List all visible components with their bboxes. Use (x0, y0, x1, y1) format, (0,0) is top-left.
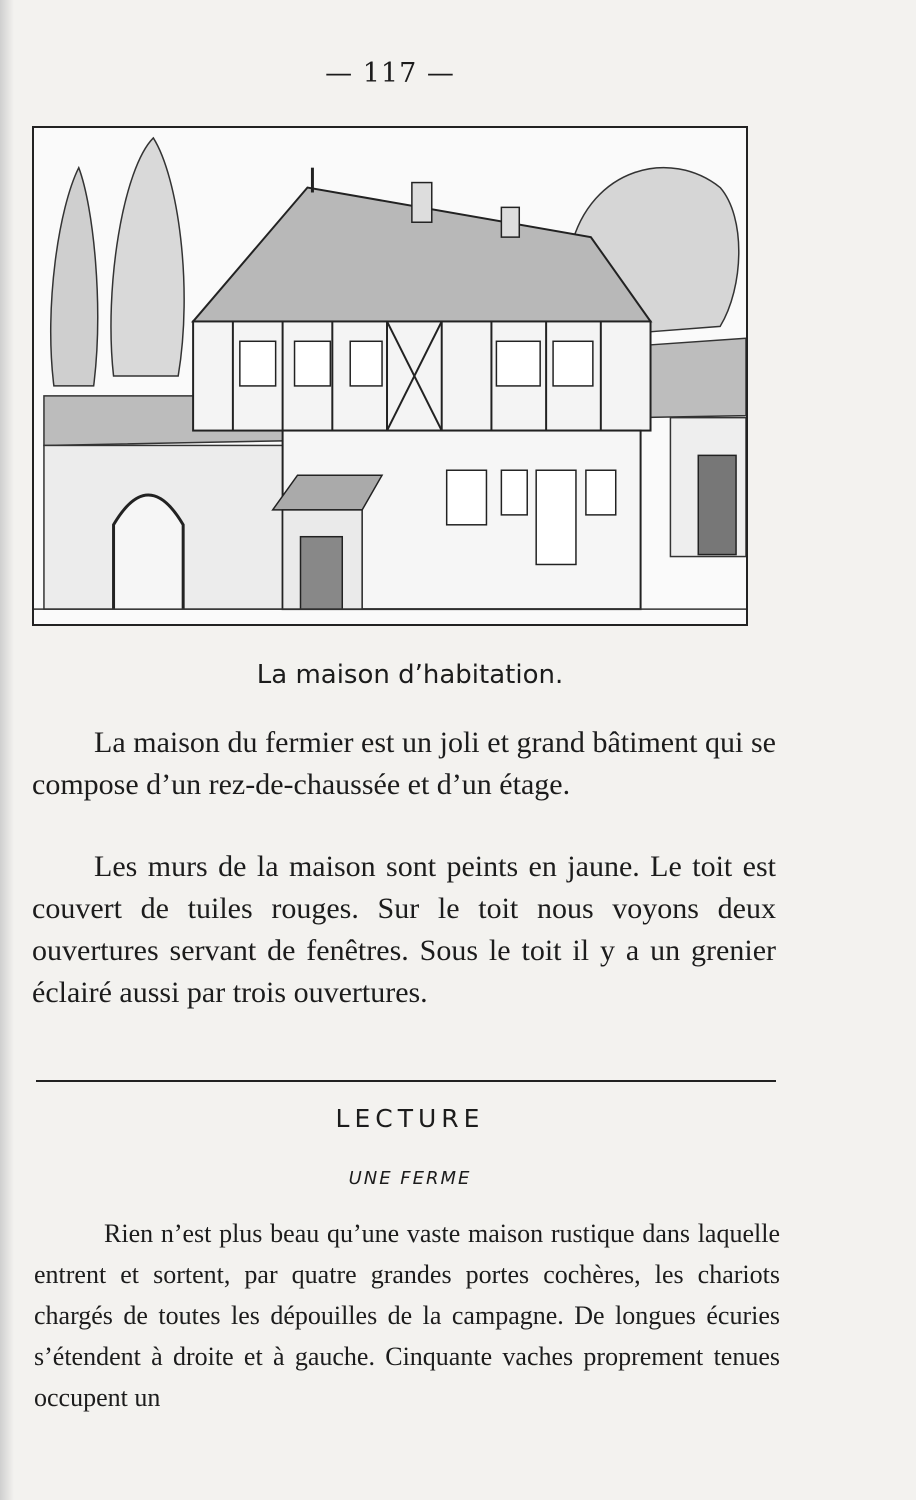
page-number: — 117 — (325, 58, 455, 89)
section-subtitle: UNE FERME (348, 1168, 472, 1189)
illustration-caption: La maison d’habitation. (256, 660, 564, 690)
reading-paragraph: Rien n’est plus beau qu’une vaste maison rustique dans laquelle entrent et sortent, par quatre grandes portes cochères, les chariots chargés de toutes les dépouilles de la campagne. De longues écuries s’étendent à droite et à gauche. Cinquante vaches proprement tenues occupent un (34, 1219, 780, 1412)
body-paragraph-2: Les murs de la maison sont peints en jaune. Le toit est couvert de tuiles rouges. Sur le toit nous voyons deux ouvertures servant de fenêtres. Sous le toit il y a un grenier éclairé aussi par trois ouvertures. (32, 850, 776, 1009)
farmhouse-icon (34, 128, 746, 624)
section-title: LECTURE (335, 1104, 485, 1133)
page-gutter-shadow (0, 0, 14, 1500)
section-divider (36, 1080, 776, 1082)
body-paragraph-1: La maison du fermier est un joli et grand bâtiment qui se compose d’un rez-de-chaussée et d’un étage. (32, 726, 776, 801)
farmhouse-illustration (32, 126, 748, 626)
